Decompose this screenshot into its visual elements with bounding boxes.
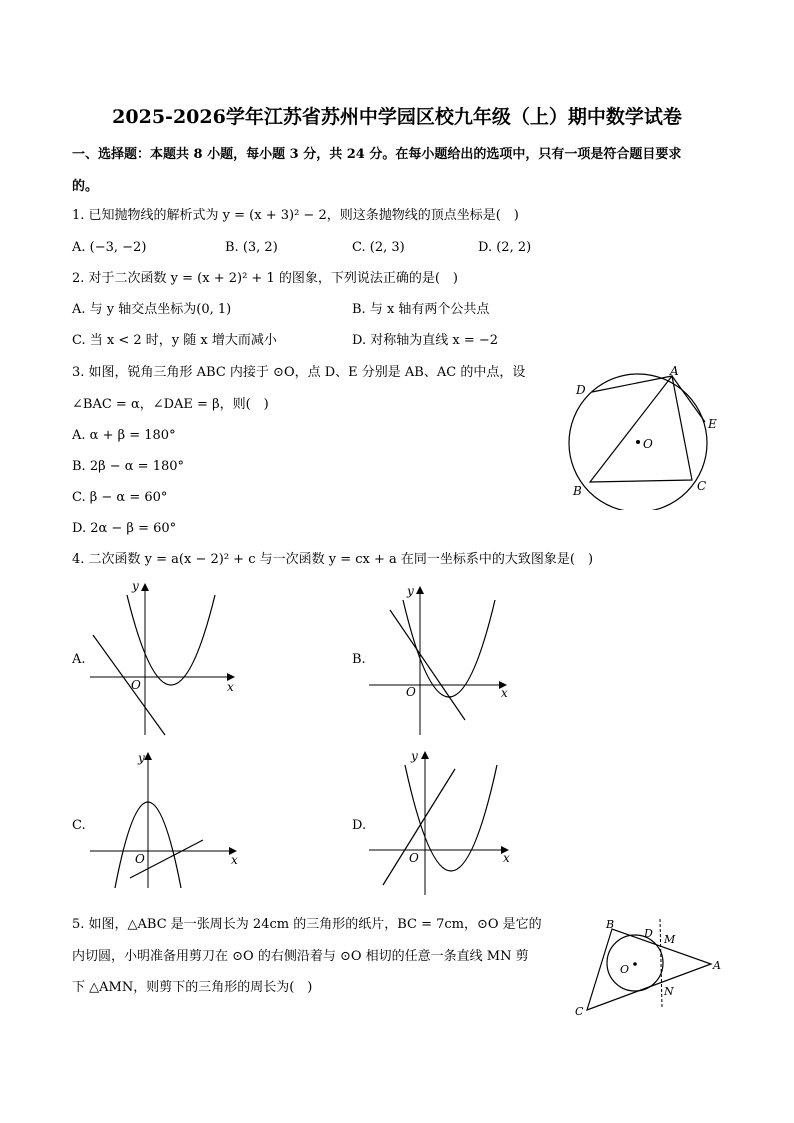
label-b: B bbox=[606, 918, 615, 931]
q4-option-c-letter: C. bbox=[72, 818, 86, 833]
label-o: O bbox=[643, 437, 653, 451]
section-heading-line2: 的。 bbox=[72, 179, 99, 194]
label-m: M bbox=[664, 933, 676, 946]
q1-stem: 1. 已知抛物线的解析式为 y = (x + 3)² − 2，则这条抛物线的顶点坐标是( ) bbox=[72, 208, 519, 223]
q1-option-d: D. (2, 2) bbox=[478, 240, 532, 255]
axis-x-label: x bbox=[501, 686, 508, 700]
q4-option-b-letter: B. bbox=[352, 652, 366, 667]
q2-option-a: A. 与 y 轴交点坐标为(0, 1) bbox=[72, 302, 232, 317]
origin-label: O bbox=[406, 685, 416, 699]
q1-option-c: C. (2, 3) bbox=[352, 240, 405, 255]
q3-option-a: A. α + β = 180° bbox=[72, 428, 176, 443]
label-e: E bbox=[708, 417, 717, 431]
q5-figure bbox=[570, 915, 730, 1025]
q4-option-d-letter: D. bbox=[352, 818, 367, 833]
triangle-abc bbox=[590, 376, 692, 482]
q2-option-c: C. 当 x < 2 时，y 随 x 增大而减小 bbox=[72, 333, 277, 348]
origin-label: O bbox=[131, 678, 141, 692]
axis-x-label: x bbox=[227, 680, 234, 694]
label-d: D bbox=[644, 927, 653, 940]
origin-label: O bbox=[135, 852, 145, 866]
q3-stem-line1: 3. 如图，锐角三角形 ABC 内接于 ⊙O，点 D、E 分别是 AB、AC 的中点，设 bbox=[72, 365, 526, 380]
q4-graph-d bbox=[365, 745, 525, 900]
q4-graph-b bbox=[365, 580, 525, 740]
q5-stem-line1: 5. 如图，△ABC 是一张周长为 24cm 的三角形的纸片，BC = 7cm，⊙O 是它的 bbox=[72, 917, 542, 932]
q3-figure bbox=[560, 360, 730, 510]
q2-option-d: D. 对称轴为直线 x = −2 bbox=[352, 333, 499, 348]
q3-option-d: D. 2α − β = 60° bbox=[72, 521, 177, 536]
label-n: N bbox=[664, 985, 674, 998]
section-heading-line1: 一、选择题：本题共 8 小题，每小题 3 分，共 24 分。在每小题给出的选项中，只有一项是符合题目要求 bbox=[72, 147, 682, 162]
cut-line-mn bbox=[660, 919, 662, 1007]
q4-graph-c bbox=[85, 748, 255, 893]
label-a: A bbox=[670, 364, 679, 378]
label-d: D bbox=[576, 383, 586, 397]
q5-stem-line3: 下 △AMN，则剪下的三角形的周长为( ) bbox=[72, 980, 313, 995]
axis-y-label: y bbox=[411, 749, 418, 763]
q1-option-a: A. (−3, −2) bbox=[72, 240, 147, 255]
q2-option-b: B. 与 x 轴有两个公共点 bbox=[352, 302, 490, 317]
label-c: C bbox=[697, 479, 707, 493]
page-title: 2025-2026学年江苏省苏州中学园区校九年级（上）期中数学试卷 bbox=[112, 106, 682, 128]
q4-graph-a bbox=[85, 575, 245, 740]
center-dot bbox=[633, 962, 637, 966]
q3-stem-line2: ∠BAC = α，∠DAE = β，则( ) bbox=[72, 397, 269, 412]
axis-x-label: x bbox=[503, 851, 510, 865]
q5-stem-line2: 内切圆，小明准备用剪刀在 ⊙O 的右侧沿着与 ⊙O 相切的任意一条直线 MN 剪 bbox=[72, 949, 529, 964]
triangle-abc bbox=[587, 929, 711, 1010]
origin-label: O bbox=[409, 851, 419, 865]
label-c: C bbox=[575, 1005, 584, 1018]
axis-y-label: y bbox=[132, 579, 139, 593]
axis-y-label: y bbox=[138, 751, 145, 765]
center-dot bbox=[636, 440, 640, 444]
axis-y-label: y bbox=[407, 584, 414, 598]
q1-option-b: B. (3, 2) bbox=[225, 240, 278, 255]
q4-option-a-letter: A. bbox=[72, 652, 86, 667]
label-b: B bbox=[573, 484, 582, 498]
axis-x-label: x bbox=[231, 853, 238, 867]
q4-stem: 4. 二次函数 y = a(x − 2)² + c 与一次函数 y = cx + a 在同一坐标系中的大致图象是( ) bbox=[72, 552, 594, 567]
segment-ad bbox=[592, 376, 672, 392]
label-o: O bbox=[620, 963, 630, 976]
q3-option-c: C. β − α = 60° bbox=[72, 490, 168, 505]
q2-stem: 2. 对于二次函数 y = (x + 2)² + 1 的图象，下列说法正确的是( ) bbox=[72, 271, 458, 286]
q3-option-b: B. 2β − α = 180° bbox=[72, 459, 185, 474]
label-a: A bbox=[713, 959, 721, 972]
